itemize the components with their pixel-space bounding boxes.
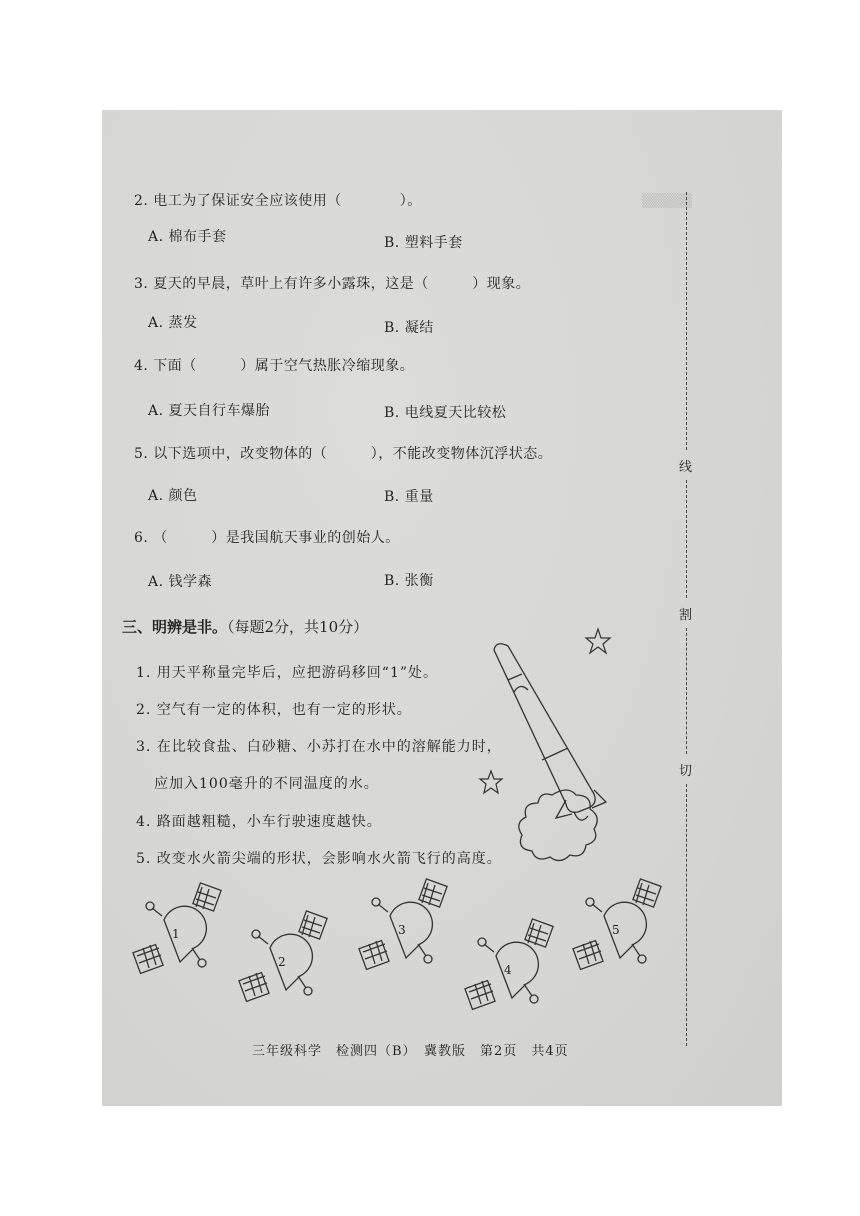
question-3-option-a: A. 蒸发 [148,315,198,331]
section-3-score: （每题2分，共10分） [227,618,369,636]
judge-item-2: 2. 空气有一定的体积，也有一定的形状。 [136,702,412,718]
question-5-option-a: A. 颜色 [148,488,198,504]
satellite-number: 1 [172,927,180,941]
question-2: 2. 电工为了保证安全应该使用（ ）。 [134,193,422,209]
satellite-number: 3 [398,923,406,937]
judge-item-1: 1. 用天平称量完毕后，应把游码移回“1”处。 [136,665,439,681]
cut-line-segment [686,480,687,598]
cut-label-qie: 切 [679,764,693,779]
question-6-option-b: B. 张衡 [384,573,434,589]
question-5-option-b: B. 重量 [384,489,434,505]
star-icon [479,770,503,794]
cut-line-segment [686,784,687,1046]
question-6-option-a: A. 钱学森 [148,574,213,590]
star-icon [585,628,611,654]
question-6: 6. （ ）是我国航天事业的创始人。 [134,530,400,546]
question-4: 4. 下面（ ）属于空气热胀冷缩现象。 [134,358,415,374]
judge-item-5: 5. 改变水火箭尖端的形状，会影响水火箭飞行的高度。 [136,851,502,867]
judge-item-3-cont: 应加入100毫升的不同温度的水。 [154,776,379,792]
question-2-option-a: A. 棉布手套 [148,229,227,245]
cut-label-ge: 割 [679,608,693,623]
cut-line-segment [686,628,687,754]
question-3-option-b: B. 凝结 [384,320,434,336]
question-4-option-b: B. 电线夏天比较松 [384,405,507,421]
cut-label-xian: 线 [679,460,693,475]
satellite-number: 2 [278,955,286,969]
section-3-heading: 三、明辨是非。 [122,618,228,636]
satellite-number: 4 [504,963,512,977]
question-2-option-b: B. 塑料手套 [384,235,463,251]
question-5: 5. 以下选项中，改变物体的（ ），不能改变物体沉浮状态。 [134,446,553,462]
exam-page [102,110,782,1106]
satellite-illustration [132,882,222,982]
rocket-illustration [482,630,642,870]
satellite-illustration [358,878,448,978]
judge-item-3: 3. 在比较食盐、白砂糖、小苏打在水中的溶解能力时， [136,739,502,755]
page-footer: 三年级科学 检测四（B） 冀教版 第2页 共4页 [252,1044,569,1059]
satellite-illustration [238,910,328,1010]
judge-item-4: 4. 路面越粗糙，小车行驶速度越快。 [136,814,382,830]
question-3: 3. 夏天的早晨，草叶上有许多小露珠，这是（ ）现象。 [134,276,531,292]
section-3-title [122,616,368,637]
cut-line-segment [686,192,687,450]
satellite-number: 5 [612,923,620,937]
question-4-option-a: A. 夏天自行车爆胎 [148,403,271,419]
bleed-through-texture: ▒▒▒▒▒ [642,194,692,209]
satellite-illustration [572,878,662,978]
satellite-illustration [464,918,554,1018]
